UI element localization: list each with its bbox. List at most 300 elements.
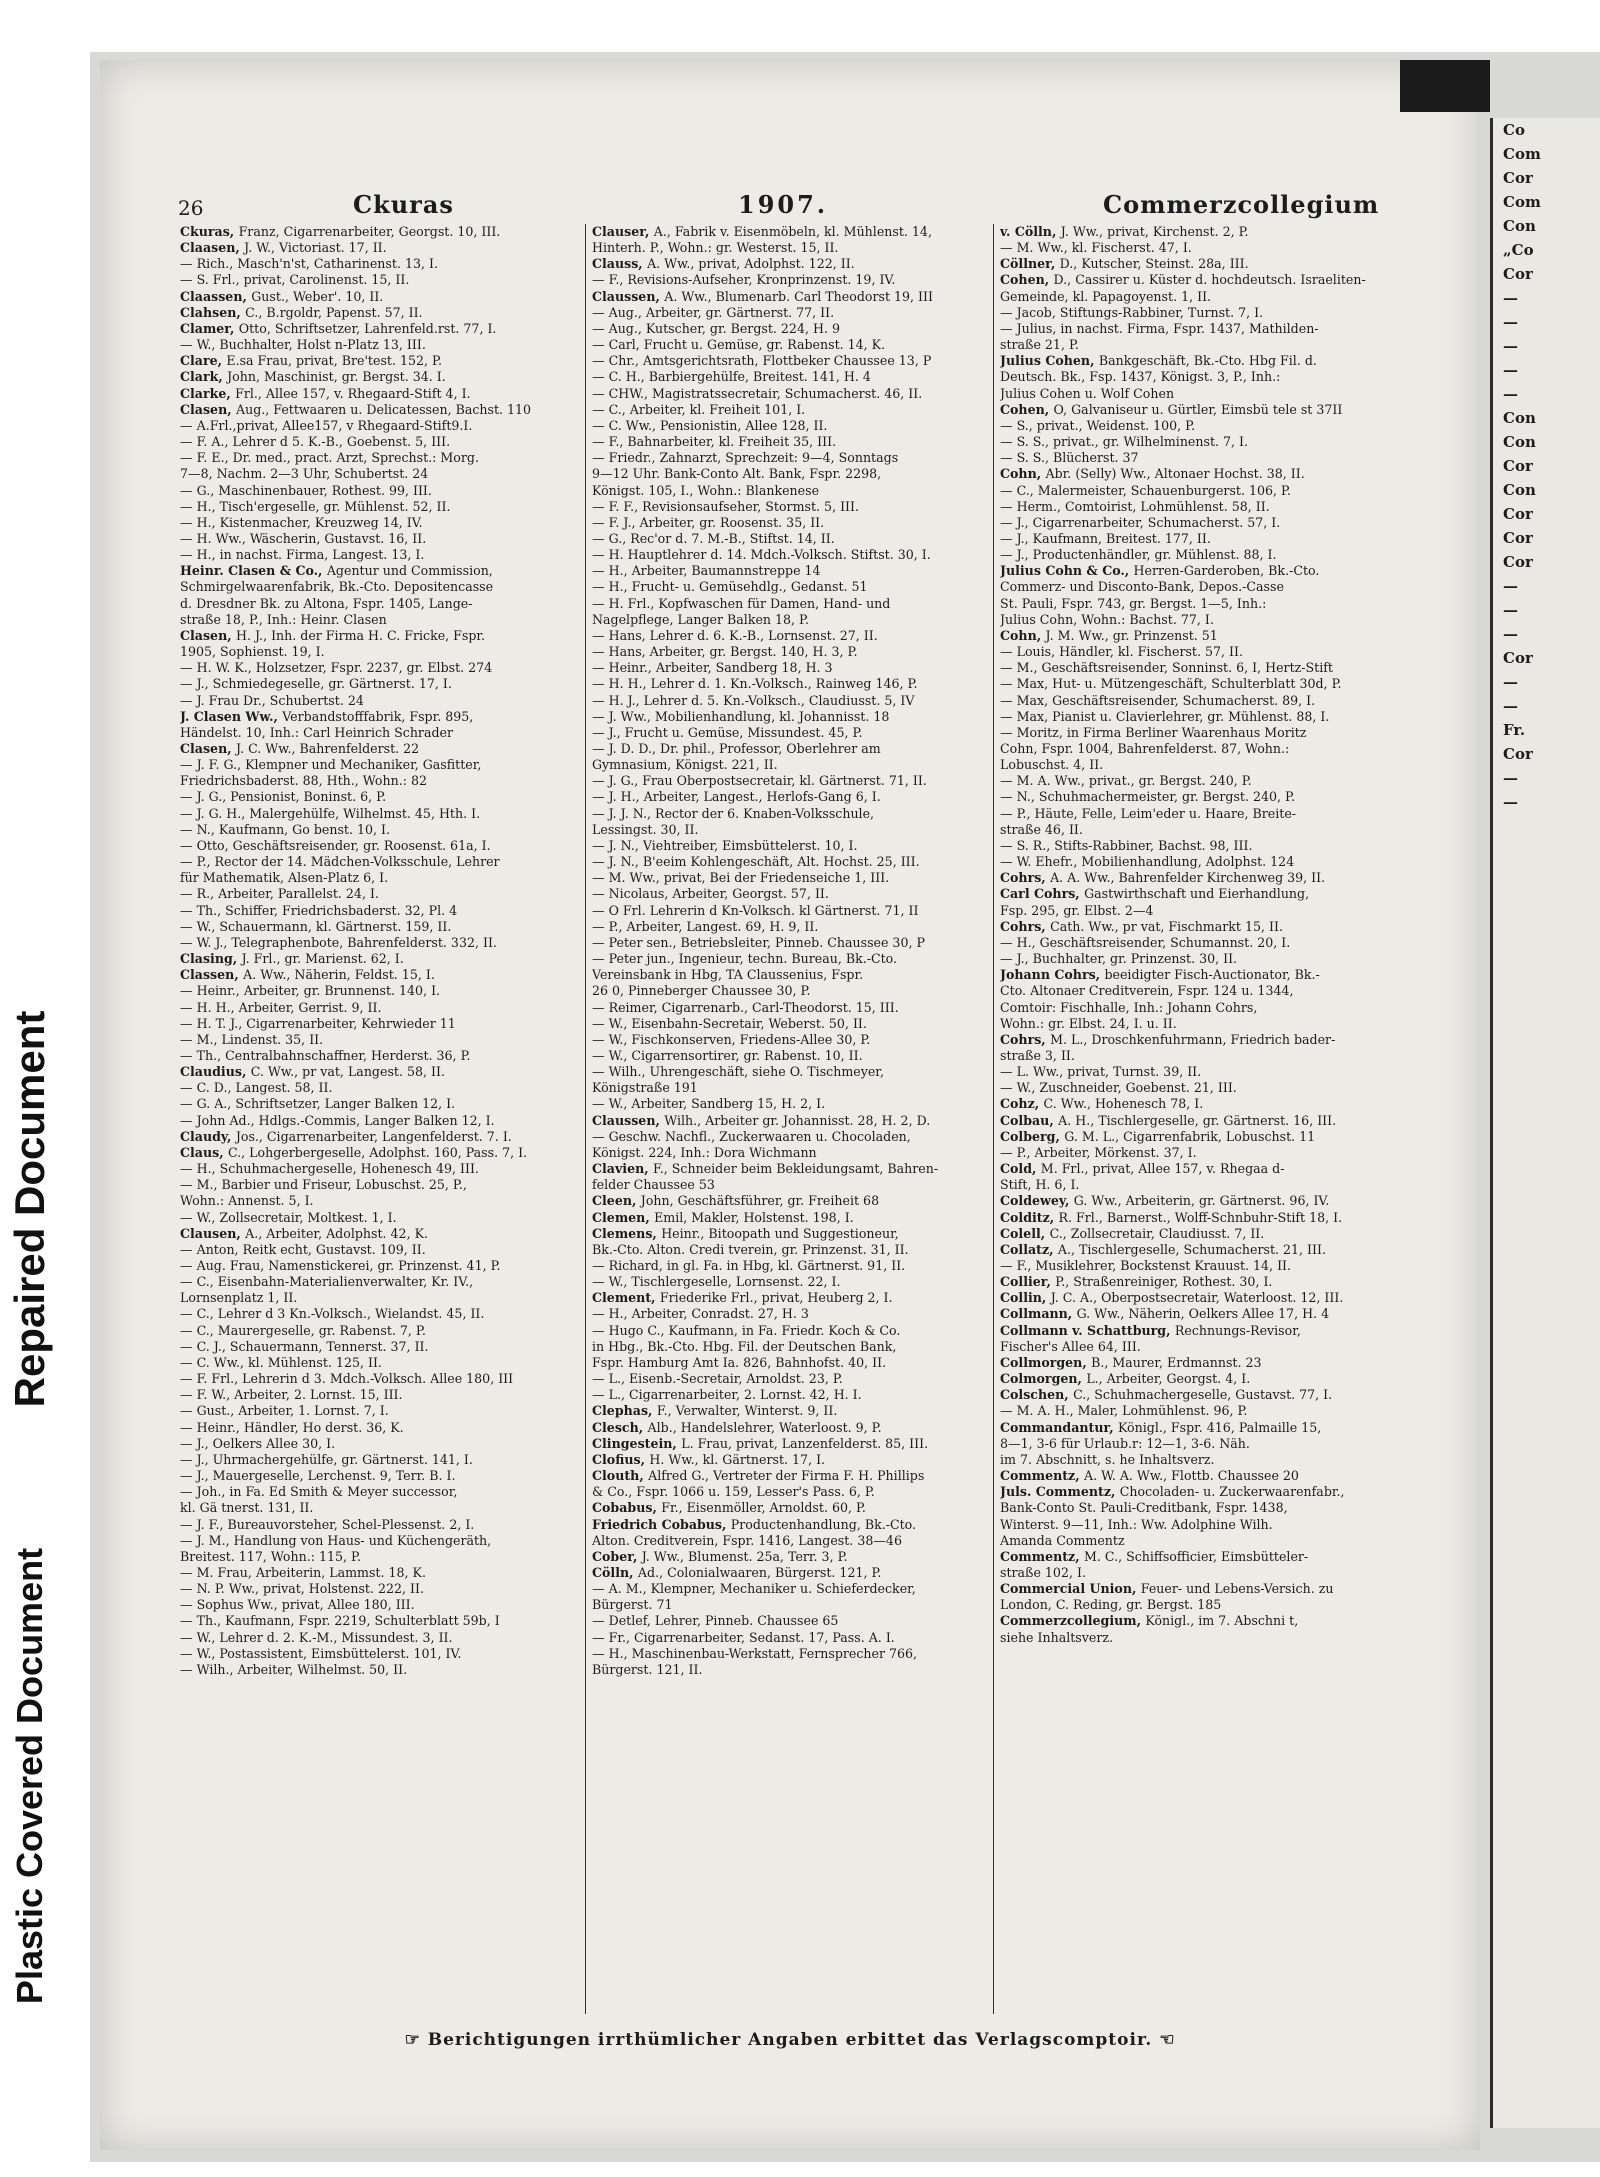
adjacent-page-edge xyxy=(1490,118,1600,2128)
directory-entry-line xyxy=(592,1323,992,1339)
entry-text: Königl., Fspr. 416, Palmaille 15, xyxy=(1117,1419,1322,1435)
directory-entry-line xyxy=(180,1080,580,1096)
directory-entry-line xyxy=(592,693,992,709)
entry-text: — J. N., B'eeim Kohlengeschäft, Alt. Hochst. 25, III. xyxy=(592,854,920,870)
directory-entry-line xyxy=(180,773,580,789)
directory-entry-line xyxy=(592,483,992,499)
entry-name: Clauser, xyxy=(592,224,654,239)
entry-text: Friedrichsbaderst. 88, Hth., Wohn.: 82 xyxy=(180,773,427,789)
entry-text: — Anton, Reitk echt, Gustavst. 109, II. xyxy=(180,1241,426,1257)
directory-entry-line xyxy=(1000,806,1400,822)
entry-text: Amanda Commentz xyxy=(1000,1532,1125,1548)
directory-entry-line xyxy=(592,612,992,628)
entry-text: C. Ww., pr vat, Langest. 58, II. xyxy=(250,1064,445,1080)
entry-text: straße 46, II. xyxy=(1000,821,1083,837)
entry-name: J. Clasen Ww., xyxy=(180,708,283,724)
directory-entry-line xyxy=(1000,1274,1400,1290)
entry-name: Colell, xyxy=(1000,1225,1050,1241)
entry-text: — C. Ww., kl. Mühlenst. 125, II. xyxy=(180,1354,382,1370)
directory-entry-line xyxy=(592,1145,992,1161)
entry-text: Gymnasium, Königst. 221, II. xyxy=(592,757,778,773)
entry-text: C., B.rgoldr, Papenst. 57, II. xyxy=(245,304,423,320)
entry-text: 8—1, 3-6 für Urlaub.r: 12—1, 3-6. Näh. xyxy=(1000,1435,1250,1451)
directory-entry-line xyxy=(1000,1420,1400,1436)
entry-text: — Geschw. Nachfl., Zuckerwaaren u. Chocoladen, xyxy=(592,1128,911,1144)
entry-text: Commerz- und Disconto-Bank, Depos.-Casse xyxy=(1000,579,1284,595)
entry-text: Cto. Altonaer Creditverein, Fspr. 124 u. 1344, xyxy=(1000,983,1294,999)
entry-text: — S. Frl., privat, Carolinenst. 15, II. xyxy=(180,272,410,288)
directory-entry-line xyxy=(1000,741,1400,757)
page-header xyxy=(178,190,1378,224)
adjacent-page-fragment: Cor xyxy=(1503,265,1533,283)
adjacent-page-fragment: — xyxy=(1503,769,1518,787)
entry-text: R. Frl., Barnerst., Wolff-Schnbuhr-Stift 18, I. xyxy=(1058,1209,1343,1225)
entry-text: — N., Kaufmann, Go benst. 10, I. xyxy=(180,821,390,837)
entry-text: — P., Rector der 14. Mädchen-Volksschule, Lehrer xyxy=(180,854,500,870)
directory-entry-line xyxy=(1000,935,1400,951)
directory-entry-line xyxy=(592,1032,992,1048)
entry-text: — J. G., Frau Oberpostsecretair, kl. Gärtnerst. 71, II. xyxy=(592,773,927,789)
entry-text: Fspr. Hamburg Amt Ia. 826, Bahnhofst. 40, II. xyxy=(592,1354,887,1370)
column-divider xyxy=(993,224,994,2014)
entry-text: — Friedr., Zahnarzt, Sprechzeit: 9—4, Sonntags xyxy=(592,450,899,466)
entry-text: — Wilh., Uhrengeschäft, siehe O. Tischmeyer, xyxy=(592,1064,884,1080)
directory-entry-line xyxy=(592,660,992,676)
entry-text: J. C. A., Oberpostsecretair, Waterloost. 12, III. xyxy=(1050,1290,1344,1306)
directory-entry-line xyxy=(592,256,992,272)
entry-text: straße 102, I. xyxy=(1000,1564,1086,1580)
entry-text: Bank-Conto St. Pauli-Creditbank, Fspr. 1438, xyxy=(1000,1500,1288,1516)
entry-text: — P., Häute, Felle, Leim'eder u. Haare, Breite- xyxy=(1000,805,1297,821)
entry-text: — N. P. Ww., privat, Holstenst. 222, II. xyxy=(180,1581,424,1597)
entry-name: Cohrs, xyxy=(1000,1031,1051,1047)
entry-text: Chocoladen- u. Zuckerwaarenfabr., xyxy=(1119,1484,1345,1500)
entry-text: — H. J., Lehrer d. 5. Kn.-Volksch., Claudiusst. 5, IV xyxy=(592,692,915,708)
directory-entry-line xyxy=(592,757,992,773)
entry-name: Commerzcollegium, xyxy=(1000,1613,1146,1629)
directory-entry-line xyxy=(592,563,992,579)
adjacent-page-fragment: Con xyxy=(1503,217,1536,235)
entry-text: — Fr., Cigarrenarbeiter, Sedanst. 17, Pass. A. I. xyxy=(592,1629,895,1645)
directory-entry-line xyxy=(180,789,580,805)
entry-text: kl. Gä tnerst. 131, II. xyxy=(180,1500,314,1516)
adjacent-page-fragment: Con xyxy=(1503,433,1536,451)
entry-text: H. J., Inh. der Firma H. C. Fricke, Fspr. xyxy=(236,627,486,643)
directory-entry-line xyxy=(180,660,580,676)
entry-text: — Hans, Arbeiter, gr. Bergst. 140, H. 3, P. xyxy=(592,644,858,660)
directory-entry-line xyxy=(592,741,992,757)
directory-entry-line xyxy=(180,838,580,854)
entry-text: — Detlef, Lehrer, Pinneb. Chaussee 65 xyxy=(592,1613,839,1629)
entry-text: St. Pauli, Fspr. 743, gr. Bergst. 1—5, Inh.: xyxy=(1000,595,1267,611)
directory-entry-line xyxy=(180,1468,580,1484)
entry-text: — J. G., Pensionist, Boninst. 6, P. xyxy=(180,789,387,805)
entry-name: Clahsen, xyxy=(180,304,246,320)
entry-text: — C., Malermeister, Schauenburgerst. 106, P. xyxy=(1000,482,1291,498)
entry-text: — J., Frucht u. Gemüse, Missundest. 45, P. xyxy=(592,724,863,740)
entry-text: — S. S., Blücherst. 37 xyxy=(1000,450,1139,466)
adjacent-page-fragment: — xyxy=(1503,793,1518,811)
directory-entry-line xyxy=(592,1403,992,1419)
column-divider xyxy=(585,224,586,2014)
directory-entry-line xyxy=(592,1371,992,1387)
entry-text: — W., Lehrer d. 2. K.-M., Missundest. 3, II. xyxy=(180,1629,453,1645)
entry-text: Königst. 105, I., Wohn.: Blankenese xyxy=(592,482,820,498)
entry-text: Gastwirthschaft und Eierhandlung, xyxy=(1084,886,1310,902)
adjacent-page-fragment: Cor xyxy=(1503,457,1533,475)
directory-entry-line xyxy=(592,499,992,515)
directory-entry-line xyxy=(180,289,580,305)
entry-text: — M., Lindenst. 35, II. xyxy=(180,1031,324,1047)
directory-entry-line xyxy=(592,1517,992,1533)
adjacent-page-fragment: Cor xyxy=(1503,169,1533,187)
directory-entry-line xyxy=(592,1500,992,1516)
entry-text: J. Ww., privat, Kirchenst. 2, P. xyxy=(1060,224,1249,239)
directory-entry-line xyxy=(1000,693,1400,709)
entry-text: — W., Eisenbahn-Secretair, Weberst. 50, II. xyxy=(592,1015,867,1031)
directory-entry-line xyxy=(592,224,992,240)
directory-entry-line xyxy=(592,1565,992,1581)
directory-entry-line xyxy=(180,321,580,337)
entry-text: J. Frl., gr. Marienst. 62, I. xyxy=(241,951,404,967)
entry-text: H. Ww., kl. Gärtnerst. 17, I. xyxy=(649,1451,826,1467)
entry-text: Königstraße 191 xyxy=(592,1080,698,1096)
directory-entry-line xyxy=(180,1048,580,1064)
entry-text: — W. J., Telegraphenbote, Bahrenfelderst. 332, II. xyxy=(180,934,497,950)
entry-text: Breitest. 117, Wohn.: 115, P. xyxy=(180,1548,361,1564)
entry-text: Frl., Allee 157, v. Rhegaard-Stift 4, I. xyxy=(235,385,471,401)
entry-text: straße 21, P. xyxy=(1000,337,1079,353)
directory-entry-line xyxy=(592,305,992,321)
entry-text: Händelst. 10, Inh.: Carl Heinrich Schrader xyxy=(180,724,453,740)
entry-text: A., Fabrik v. Eisenmöbeln, kl. Mühlenst. 14, xyxy=(653,224,932,239)
directory-entry-line xyxy=(592,1662,992,1678)
directory-entry-line xyxy=(1000,1597,1400,1613)
entry-text: — Wilh., Arbeiter, Wilhelmst. 50, II. xyxy=(180,1661,408,1677)
directory-entry-line xyxy=(180,1145,580,1161)
directory-entry-line xyxy=(1000,402,1400,418)
directory-entry-line xyxy=(1000,660,1400,676)
directory-entry-line xyxy=(1000,418,1400,434)
directory-entry-line xyxy=(1000,272,1400,288)
directory-entry-line xyxy=(1000,353,1400,369)
directory-entry-line xyxy=(1000,1096,1400,1112)
entry-name: Collmann v. Schattburg, xyxy=(1000,1322,1175,1338)
directory-entry-line xyxy=(592,1597,992,1613)
directory-entry-line xyxy=(592,838,992,854)
directory-entry-line xyxy=(592,547,992,563)
entry-text: 7—8, Nachm. 2—3 Uhr, Schubertst. 24 xyxy=(180,466,429,482)
entry-text: — C. D., Langest. 58, II. xyxy=(180,1080,333,1096)
adjacent-page-fragment: — xyxy=(1503,337,1518,355)
entry-text: — Joh., in Fa. Ed Smith & Meyer successor, xyxy=(180,1484,458,1500)
directory-entry-line xyxy=(180,305,580,321)
directory-entry-line xyxy=(1000,321,1400,337)
directory-entry-line xyxy=(180,1549,580,1565)
directory-entry-line xyxy=(592,1339,992,1355)
directory-entry-line xyxy=(592,773,992,789)
entry-text: — Moritz, in Firma Berliner Waarenhaus Moritz xyxy=(1000,724,1307,740)
entry-text: — J., Uhrmachergehülfe, gr. Gärtnerst. 141, I. xyxy=(180,1451,473,1467)
directory-entry-line xyxy=(1000,1630,1400,1646)
directory-entry-line xyxy=(1000,1000,1400,1016)
directory-entry-line xyxy=(1000,305,1400,321)
entry-name: Clofius, xyxy=(592,1451,650,1467)
entry-text: — H. W. K., Holzsetzer, Fspr. 2237, gr. Elbst. 274 xyxy=(180,660,493,676)
directory-entry-line xyxy=(592,1436,992,1452)
directory-entry-line xyxy=(592,1549,992,1565)
directory-entry-line xyxy=(592,1420,992,1436)
adjacent-page-fragment: Cor xyxy=(1503,649,1533,667)
directory-entry-line xyxy=(1000,709,1400,725)
entry-text: Nagelpflege, Langer Balken 18, P. xyxy=(592,611,809,627)
entry-text: Bürgerst. 71 xyxy=(592,1597,673,1613)
entry-text: — W., Arbeiter, Sandberg 15, H. 2, I. xyxy=(592,1096,826,1112)
directory-entry-line xyxy=(1000,951,1400,967)
adjacent-page-fragment: Com xyxy=(1503,193,1541,211)
entry-text: Heinr., Bitoopath und Suggestioneur, xyxy=(661,1225,899,1241)
entry-text: — J. N., Viehtreiber, Eimsbüttelerst. 10, I. xyxy=(592,837,858,853)
directory-entry-line xyxy=(1000,628,1400,644)
entry-text: 1905, Sophienst. 19, I. xyxy=(180,644,325,660)
directory-entry-line xyxy=(180,1403,580,1419)
entry-text: Wohn.: gr. Elbst. 24, I. u. II. xyxy=(1000,1015,1177,1031)
directory-entry-line xyxy=(180,967,580,983)
directory-entry-line xyxy=(1000,1517,1400,1533)
directory-entry-line xyxy=(180,1000,580,1016)
entry-text: — F., Bahnarbeiter, kl. Freiheit 35, III. xyxy=(592,434,837,450)
entry-text: F., Verwalter, Winterst. 9, II. xyxy=(656,1403,838,1419)
directory-entry-line xyxy=(592,353,992,369)
entry-text: Alton. Creditverein, Fspr. 1416, Langest. 38—46 xyxy=(592,1532,902,1548)
entry-name: Juls. Commentz, xyxy=(1000,1484,1120,1500)
directory-entry-line xyxy=(1000,1016,1400,1032)
entry-text: — J., Schmiedegeselle, gr. Gärtnerst. 17, I. xyxy=(180,676,452,692)
directory-entry-line xyxy=(180,1597,580,1613)
adjacent-page-fragment: — xyxy=(1503,697,1518,715)
entry-name: Clausen, xyxy=(180,1225,246,1241)
directory-entry-line xyxy=(180,337,580,353)
entry-text: — G. A., Schriftsetzer, Langer Balken 12, I. xyxy=(180,1096,456,1112)
adjacent-page-fragment: — xyxy=(1503,313,1518,331)
directory-entry-line xyxy=(180,1387,580,1403)
entry-text: — Otto, Geschäftsreisender, gr. Roosenst. 61a, I. xyxy=(180,837,491,853)
directory-entry-line xyxy=(1000,1080,1400,1096)
directory-entry-line xyxy=(180,1226,580,1242)
directory-entry-line xyxy=(1000,563,1400,579)
entry-text: Franz, Cigarrenarbeiter, Georgst. 10, III. xyxy=(238,224,501,239)
entry-name: Claus, xyxy=(180,1144,228,1160)
header-year: 1907. xyxy=(738,190,829,219)
directory-entry-line xyxy=(1000,1355,1400,1371)
entry-text: Comtoir: Fischhalle, Inh.: Johann Cohrs, xyxy=(1000,999,1258,1015)
entry-name: Clare, xyxy=(180,353,227,369)
entry-text: — John Ad., Hdlgs.-Commis, Langer Balken 12, I. xyxy=(180,1112,495,1128)
entry-text: Emil, Makler, Holstenst. 198, I. xyxy=(654,1209,854,1225)
directory-entry-line xyxy=(180,224,580,240)
directory-entry-line xyxy=(180,757,580,773)
directory-entry-line xyxy=(592,983,992,999)
directory-entry-line xyxy=(1000,547,1400,563)
entry-text: — W., Zollsecretair, Moltkest. 1, I. xyxy=(180,1209,397,1225)
directory-entry-line xyxy=(180,919,580,935)
entry-text: — F. A., Lehrer d 5. K.-B., Goebenst. 5, III. xyxy=(180,434,451,450)
entry-text: M. Frl., privat, Allee 157, v. Rhegaa d- xyxy=(1040,1161,1285,1177)
directory-entry-line xyxy=(180,1210,580,1226)
entry-text: — H., Maschinenbau-Werkstatt, Fernsprecher 766, xyxy=(592,1645,918,1661)
entry-text: — Peter sen., Betriebsleiter, Pinneb. Chaussee 30, P xyxy=(592,934,925,950)
adjacent-page-fragment: — xyxy=(1503,625,1518,643)
entry-name: Clark, xyxy=(180,369,228,385)
entry-text: C. Ww., Hohenesch 78, I. xyxy=(1043,1096,1204,1112)
directory-entry-line xyxy=(1000,838,1400,854)
adjacent-page-fragment: Cor xyxy=(1503,553,1533,571)
directory-entry-line xyxy=(592,1452,992,1468)
entry-text: Fr., Eisenmöller, Arnoldst. 60, P. xyxy=(661,1500,866,1516)
entry-text: Bankgeschäft, Bk.-Cto. Hbg Fil. d. xyxy=(1098,353,1317,369)
directory-entry-line xyxy=(592,1113,992,1129)
directory-entry-line xyxy=(180,483,580,499)
entry-name: Claudy, xyxy=(180,1128,236,1144)
directory-column-3 xyxy=(1000,224,1400,2024)
entry-name: Clasing, xyxy=(180,951,242,967)
directory-entry-line xyxy=(1000,870,1400,886)
entry-name: Cohn, xyxy=(1000,627,1046,643)
entry-text: C., Lohgerbergeselle, Adolphst. 160, Pass. 7, I. xyxy=(227,1144,528,1160)
entry-text: — Max, Hut- u. Mützengeschäft, Schulterblatt 30d, P. xyxy=(1000,676,1342,692)
directory-entry-line xyxy=(180,935,580,951)
directory-entry-line xyxy=(592,1387,992,1403)
directory-entry-line xyxy=(1000,499,1400,515)
entry-text: — C. J., Schauermann, Tennerst. 37, II. xyxy=(180,1338,429,1354)
entry-text: C., Zollsecretair, Claudiusst. 7, II. xyxy=(1049,1225,1265,1241)
entry-name: Claussen, xyxy=(592,288,665,304)
entry-text: — F., Revisions-Aufseher, Kronprinzenst. 19, IV. xyxy=(592,272,896,288)
directory-entry-line xyxy=(180,1161,580,1177)
entry-text: — H. H., Arbeiter, Gerrist. 9, II. xyxy=(180,999,382,1015)
entry-text: — F. F., Revisionsaufseher, Stormst. 5, III. xyxy=(592,498,859,514)
directory-entry-line xyxy=(180,466,580,482)
entry-name: Ckuras, xyxy=(180,224,239,239)
entry-text: — W., Tischlergeselle, Lornsenst. 22, I. xyxy=(592,1274,841,1290)
entry-name: Cölln, xyxy=(592,1564,638,1580)
directory-entry-line xyxy=(592,1210,992,1226)
entry-text: — L. Ww., privat, Turnst. 39, II. xyxy=(1000,1064,1202,1080)
directory-entry-line xyxy=(180,1064,580,1080)
entry-text: Hinterh. P., Wohn.: gr. Westerst. 15, II. xyxy=(592,240,839,256)
directory-entry-line xyxy=(592,789,992,805)
entry-name: Julius Cohn & Co., xyxy=(1000,563,1134,579)
entry-text: P., Straßenreiniger, Rothest. 30, I. xyxy=(1055,1274,1273,1290)
directory-entry-line xyxy=(592,919,992,935)
directory-entry-line xyxy=(1000,854,1400,870)
directory-entry-line xyxy=(180,1113,580,1129)
entry-text: — M. A. H., Maler, Lohmühlenst. 96, P. xyxy=(1000,1403,1248,1419)
entry-text: G. Ww., Arbeiterin, gr. Gärtnerst. 96, IV. xyxy=(1073,1193,1330,1209)
directory-entry-line xyxy=(180,272,580,288)
entry-text: straße 3, II. xyxy=(1000,1047,1075,1063)
entry-text: — Hugo C., Kaufmann, in Fa. Friedr. Koch & Co. xyxy=(592,1322,901,1338)
entry-text: — W. Ehefr., Mobilienhandlung, Adolphst. 124 xyxy=(1000,854,1295,870)
directory-entry-line xyxy=(592,725,992,741)
directory-entry-line xyxy=(180,1339,580,1355)
entry-name: Collatz, xyxy=(1000,1241,1058,1257)
entry-name: Claussen, xyxy=(592,1112,665,1128)
directory-entry-line xyxy=(592,418,992,434)
entry-text: Wohn.: Annenst. 5, I. xyxy=(180,1193,314,1209)
entry-text: Ad., Colonialwaaren, Bürgerst. 121, P. xyxy=(637,1564,882,1580)
entry-text: — Aug., Arbeiter, gr. Gärtnerst. 77, II. xyxy=(592,304,835,320)
entry-text: — H. Frl., Kopfwaschen für Damen, Hand- und xyxy=(592,595,891,611)
directory-entry-line xyxy=(592,1129,992,1145)
entry-text: Stift, H. 6, I. xyxy=(1000,1177,1080,1193)
directory-entry-line xyxy=(592,644,992,660)
directory-entry-line xyxy=(180,418,580,434)
entry-text: — H. Hauptlehrer d. 14. Mdch.-Volksch. Stiftst. 30, I. xyxy=(592,547,931,563)
entry-text: Vereinsbank in Hbg, TA Claussenius, Fspr. xyxy=(592,967,864,983)
directory-entry-line xyxy=(1000,967,1400,983)
entry-name: Cöllner, xyxy=(1000,256,1060,272)
entry-text: — L., Cigarrenarbeiter, 2. Lornst. 42, H. I. xyxy=(592,1387,862,1403)
entry-name: Clemens, xyxy=(592,1225,662,1241)
directory-entry-line xyxy=(1000,676,1400,692)
entry-text: — J. H., Arbeiter, Langest., Herlofs-Gang 6, I. xyxy=(592,789,881,805)
entry-text: d. Dresdner Bk. zu Altona, Fspr. 1405, Lange- xyxy=(180,595,473,611)
entry-text: — Sophus Ww., privat, Allee 180, III. xyxy=(180,1597,415,1613)
directory-entry-line xyxy=(592,386,992,402)
entry-name: Clamer, xyxy=(180,320,239,336)
entry-name: Colditz, xyxy=(1000,1209,1059,1225)
entry-text: B., Maurer, Erdmannst. 23 xyxy=(1091,1354,1262,1370)
entry-name: Clasen, xyxy=(180,401,236,417)
entry-name: Colschen, xyxy=(1000,1387,1074,1403)
entry-text: O, Galvaniseur u. Gürtler, Eimsbü tele st 37II xyxy=(1053,401,1343,417)
directory-entry-line xyxy=(592,1306,992,1322)
entry-text: J. W., Victoriast. 17, II. xyxy=(244,240,387,256)
directory-entry-line xyxy=(1000,1371,1400,1387)
stamp-text-plastic-covered: Plastic Covered Document xyxy=(9,1547,50,2005)
entry-name: Johann Cohrs, xyxy=(1000,967,1105,983)
entry-text: — C., Maurergeselle, gr. Rabenst. 7, P. xyxy=(180,1322,426,1338)
adjacent-page-fragment: Co xyxy=(1503,121,1525,139)
directory-entry-line xyxy=(180,1129,580,1145)
entry-text: — J., Cigarrenarbeiter, Schumacherst. 57, I. xyxy=(1000,514,1281,530)
directory-entry-line xyxy=(180,806,580,822)
entry-text: A. W. A. Ww., Flottb. Chaussee 20 xyxy=(1083,1468,1299,1484)
adjacent-page-fragment: Com xyxy=(1503,145,1541,163)
directory-entry-line xyxy=(592,1533,992,1549)
entry-text: Deutsch. Bk., Fsp. 1437, Königst. 3, P., Inh.: xyxy=(1000,369,1281,385)
entry-text: Fischer's Allee 64, III. xyxy=(1000,1338,1141,1354)
directory-entry-line xyxy=(1000,757,1400,773)
directory-entry-line xyxy=(592,531,992,547)
entry-text: felder Chaussee 53 xyxy=(592,1177,715,1193)
directory-entry-line xyxy=(592,450,992,466)
entry-name: Clasen, xyxy=(180,741,236,756)
directory-entry-line xyxy=(592,676,992,692)
entry-text: Cohn, Fspr. 1004, Bahrenfelderst. 87, Wohn.: xyxy=(1000,741,1290,756)
directory-entry-line xyxy=(180,676,580,692)
entry-text: — Julius, in nachst. Firma, Fspr. 1437, Mathilden- xyxy=(1000,320,1319,336)
adjacent-page-fragment: — xyxy=(1503,289,1518,307)
directory-entry-line xyxy=(1000,886,1400,902)
entry-name: Collmorgen, xyxy=(1000,1354,1092,1370)
entry-text: — J., Productenhändler, gr. Mühlenst. 88, I. xyxy=(1000,547,1277,563)
directory-entry-line xyxy=(180,256,580,272)
directory-entry-line xyxy=(592,337,992,353)
entry-name: Clesch, xyxy=(592,1419,648,1435)
directory-entry-line xyxy=(1000,1113,1400,1129)
